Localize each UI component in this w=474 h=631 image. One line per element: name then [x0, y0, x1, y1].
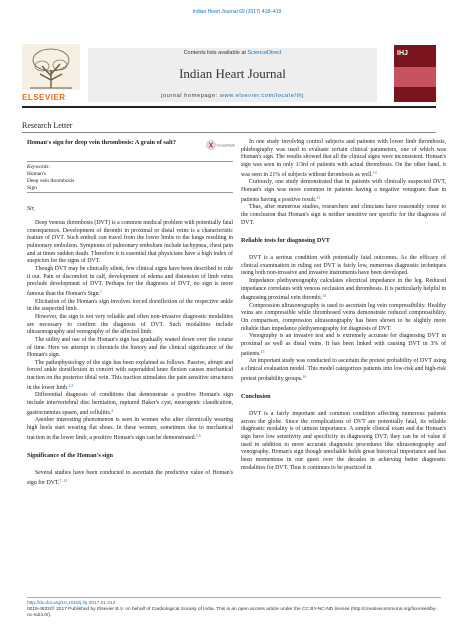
- paragraph: Curiously, one study demonstrated that in patients with clinically suspected DVT, Homan's sign was more common in patients having a negative venogram than in patients having a positive result.$^{12}$: [241, 179, 446, 203]
- paragraph: Deep venous thrombosis (DVT) is a common medical problem with potentially fatal consequences. Development of thrombi in proximal or distal veins is a characteristic feature of DVT. Such emboli can travel from the lower limbs to the lungs resulting in pulmonary embolism. Symptoms of pulmonary embolism include tachypnea, chest pain and at times sudden death. Therefore it is essential that physicians have a high index of suspicion for the signs of DVT.: [27, 220, 233, 265]
- journal-cover-thumbnail: [394, 45, 436, 102]
- contents-line: [88, 50, 377, 56]
- section-divider: [22, 132, 436, 133]
- paragraph: Several studies have been conducted to ascertain the predictive value of Homan's sign for DVT.$^{7-13}$: [27, 470, 233, 486]
- article-title: Homan's sign for deep vein thrombosis: A grain of salt?: [27, 139, 176, 146]
- reference-link[interactable]: 2,3: [68, 383, 74, 388]
- paragraph: The pathophysiology of the sign has been explained as follows. Passive, abrupt and forced ankle dorsiflexion in concert with superadded knee flexion causes mechanical traction on the posterior tibial vein. This traction stimulates the pain sensitive structures in the lower limb.$^{2,3}$: [27, 359, 233, 391]
- paragraph: Compression ultrasonography is used to ascertain leg vein compressibility. Healthy veins are compressible while thrombosed veins demonstrate reduced compressibility. On comparison, compression ultrasonography has been shown to be slightly more reliable than impedance plethysmography for diagnosis of DVT.: [241, 302, 446, 332]
- reference-link[interactable]: 15: [260, 349, 265, 354]
- homepage-link[interactable]: www.elsevier.com/locate/ihj: [219, 93, 304, 99]
- footer-divider: [27, 597, 441, 598]
- homepage-label: journal homepage:: [161, 93, 218, 99]
- keywords-bottom-rule: [27, 192, 233, 193]
- crossmark-icon[interactable]: [206, 140, 233, 150]
- keywords-label: Keywords:: [27, 164, 51, 170]
- paragraph: Another interesting phenomenon is seen in women who after chronically wearing high heels start wearing flat shoes. In these women, sometimes due to mechanical traction in the lower limb, a positive Homan's sign can be demonstrated.$^{5,6}$: [27, 417, 233, 441]
- keywords-top-rule: [27, 161, 233, 162]
- reference-link[interactable]: 7–13: [59, 478, 68, 483]
- cover-label: IHJ: [397, 50, 408, 57]
- journal-homepage: [88, 93, 377, 99]
- salutation: Sir,: [27, 206, 35, 212]
- keywords-list: [27, 171, 74, 192]
- section-heading: Reliable tests for diagnosing DVT: [241, 237, 330, 245]
- paragraph: An important study was conducted to ascertain the pretest probability of DVT using a clinical evaluation model. This model categorizes patients into low-risk and high-risk pretest probability groups.$^{16}$: [241, 358, 446, 382]
- keyword: Deep vein thrombosis: [27, 178, 75, 184]
- paragraph: However, the sign is not very reliable and often non-invasive diagnostic modalities are necessary to confirm the diagnosis of DVT. Such modalities include ultrasonography and venography of the affected limb.: [27, 313, 233, 336]
- reference-link[interactable]: 12: [316, 195, 321, 200]
- reference-link[interactable]: 4: [111, 408, 114, 413]
- reference-link[interactable]: 5,6: [196, 433, 201, 438]
- journal-title: Indian Heart Journal: [179, 66, 286, 81]
- header-divider: [22, 106, 436, 108]
- contents-prefix: Contents lists available at: [183, 50, 246, 56]
- section-heading: Conclusion: [241, 393, 271, 401]
- paragraph: In one study involving control subjects and patients with lower limb thrombosis, phlebography was used to evaluate certain clinical parameters, one of which was Homan's sign. The results showed that all the clinical signs were inconsistent. Homan's sign was seen in only 1/3rd of patients with actual thrombosis. On the other hand, it was seen in 21% of subjects without thrombosis as well.$^{10}$: [241, 139, 446, 178]
- sciencedirect-link[interactable]: ScienceDirect: [247, 50, 282, 56]
- reference-link[interactable]: 14: [322, 294, 326, 299]
- paragraph: DVT is a fairly important and common condition affecting numerous patients across the globe. Since the complications of DVT are potentially fatal, its reliable diagnostic modality is of utmost importance. A simple clinical exam and the Homan's sign have low sensitivity and specificity in diagnosing DVT; they can be of value if used in addition to more accurate diagnostic procedures like ultrasonography and venography. Homan's sign though unreliable holds great historical importance and has been momentous in our quest over the decades in achieving better diagnostic modalities for DVT. Thus it continues to be practiced in: [241, 411, 446, 471]
- crossmark-label: CrossMark: [216, 143, 235, 148]
- doi-link[interactable]: http://dx.doi.org/10.1016/j.ihj.2017.01.013: [27, 601, 116, 606]
- paragraph: Impedance plethysmography calculates electrical impedance in the leg. Reduced impedance correlates with venous occlusion and thrombosis. It is particularly helpful in diagnosing proximal vein thrombi.$^{14}$: [241, 277, 446, 302]
- paragraph: Venography is an invasive test and is extremely accurate for diagnosing DVT in proximal as well as distal veins. It has been linked with causing DVT in 3% of patients.$^{15}$: [241, 333, 446, 357]
- left-column: [27, 220, 233, 487]
- paragraph: DVT is a serious condition with potentially fatal outcomes. As the efficacy of clinical examination in ruling out DVT is fairly low, numerous diagnostic techniques using both non-invasive and invasive instruments have been developed.: [241, 254, 446, 277]
- keyword: Sign: [27, 185, 37, 191]
- license-text: 0019-4832/© 2017 Published by Elsevier B.V. on behalf of Cardiological Society of India. This is an open access article under the CC BY-NC-ND license (http://creativecommons.org/licenses/by-nc-nd/4.0/).: [27, 607, 437, 619]
- reference-link[interactable]: 16: [302, 374, 307, 379]
- citation-header: Indian Heart Journal 69 (2017) 418–419: [192, 9, 282, 15]
- keyword: Homan's: [27, 171, 46, 177]
- reference-link[interactable]: 10: [372, 170, 377, 175]
- publisher-name: ELSEVIER: [22, 93, 66, 102]
- section-label: Research Letter: [22, 121, 73, 130]
- reference-link[interactable]: 1: [99, 289, 102, 294]
- paragraph: The utility and use of the Homan's sign has gradually waned down over the course of time. Here we attempt to chronicle the history and the clinical significance of the Homan's sign.: [27, 336, 233, 359]
- section-heading: Significance of the Homan's sign: [27, 452, 113, 460]
- paragraph: Elicitation of the Homan's sign involves forced dorsiflexion of the respective ankle in the suspected limb.: [27, 298, 233, 313]
- paragraph: Differential diagnosis of conditions that demonstrate a positive Homan's sign include intervertebral disc herniation, ruptured Baker's cyst, neurogenic claudication, gastrocnemius spasm, and cellulitis.$^4$: [27, 392, 233, 416]
- right-column: [241, 139, 446, 472]
- paragraph: Though DVT may be clinically silent, few clinical signs have been described to rule it out. Pain or discomfort in calf, development of edema and distension of limb veins preclude development of DVT. Perhaps for the diagnosis of DVT, no sign is more famous than the Homan's Sign.$^1$: [27, 265, 233, 297]
- paragraph: Thus, after numerous studies, researchers and clinicians have reasonably come to the conclusion that Homan's sign is neither sensitive nor specific for the diagnosis of DVT.: [241, 204, 446, 226]
